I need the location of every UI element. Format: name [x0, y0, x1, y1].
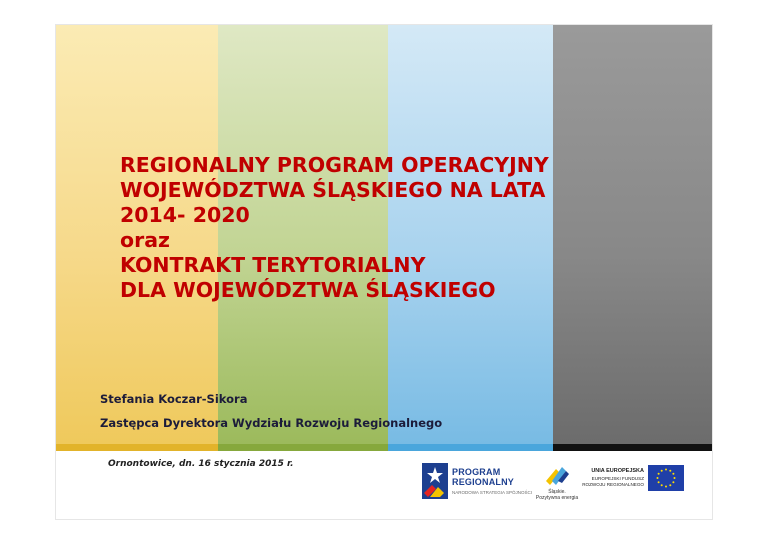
title-line: REGIONALNY PROGRAM OPERACYJNY — [120, 153, 549, 177]
slide-title — [120, 153, 590, 303]
slide — [56, 25, 712, 519]
title-line: oraz — [120, 228, 170, 252]
strip-black — [553, 444, 712, 451]
program-regionalny-star-icon — [422, 463, 448, 499]
place-date: Ornontowice, dn. 16 stycznia 2015 r. — [108, 459, 294, 469]
ue-line2: EUROPEJSKI FUNDUSZ — [591, 476, 644, 481]
title-line: WOJEWÓDZTWA ŚLĄSKIEGO NA LATA — [120, 178, 546, 202]
color-strip — [56, 444, 712, 451]
program-regionalny-line1: PROGRAM — [452, 467, 501, 477]
slaskie-line1: Śląskie. — [548, 489, 566, 495]
strip-green — [218, 444, 388, 451]
strip-blue — [388, 444, 553, 451]
ue-line1: UNIA EUROPEJSKA — [591, 468, 644, 474]
ue-line3: ROZWOJU REGIONALNEGO — [582, 482, 644, 487]
slaskie-line2: Pozytywna energia — [535, 495, 579, 501]
slaskie-logo — [534, 459, 580, 505]
strip-yellow — [56, 444, 218, 451]
program-regionalny-sub: NARODOWA STRATEGIA SPÓJNOŚCI — [452, 490, 533, 495]
author-position: Zastępca Dyrektora Wydziału Rozwoju Regionalnego — [100, 416, 443, 430]
eu-flag-icon — [648, 465, 684, 491]
program-regionalny-logo — [422, 463, 533, 503]
slaskie-wave-icon — [534, 459, 580, 487]
author-name: Stefania Koczar-Sikora — [100, 392, 248, 406]
unia-europejska-logo — [584, 465, 684, 495]
title-line: DLA WOJEWÓDZTWA ŚLĄSKIEGO — [120, 278, 496, 302]
program-regionalny-line2: REGIONALNY — [452, 477, 515, 487]
title-line: KONTRAKT TERYTORIALNY — [120, 253, 426, 277]
title-line: 2014- 2020 — [120, 203, 250, 227]
